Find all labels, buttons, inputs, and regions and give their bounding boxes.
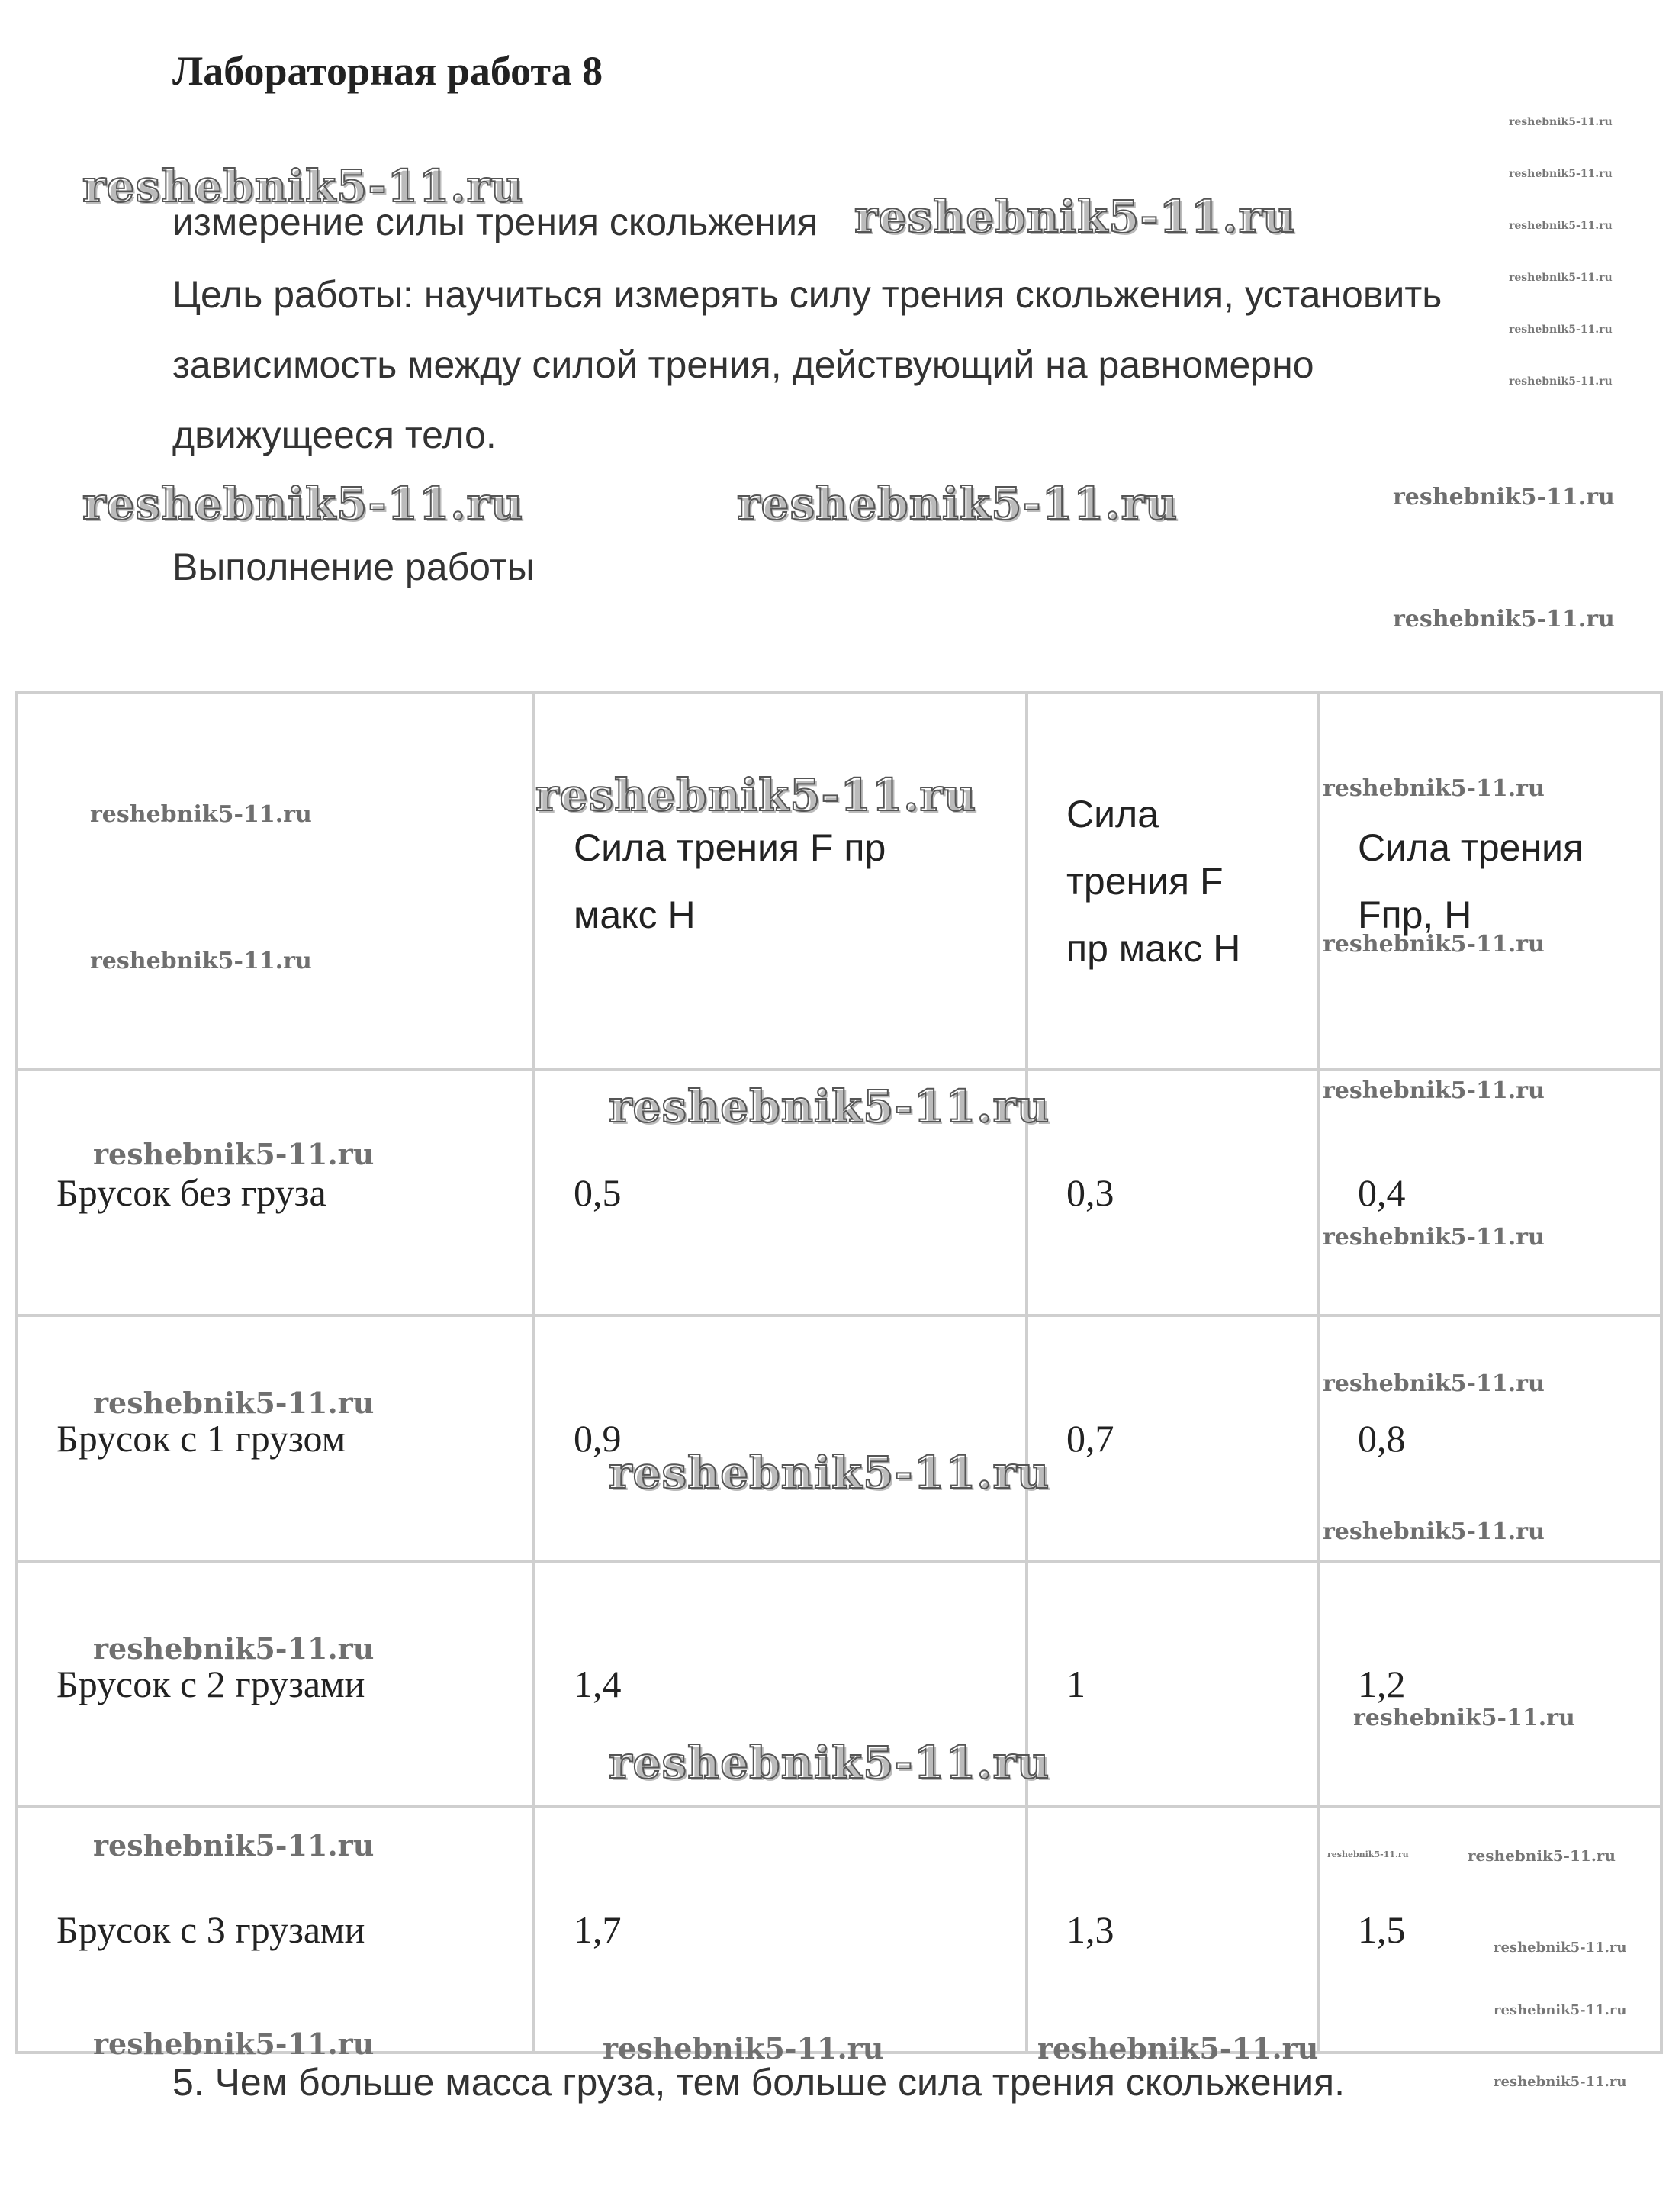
header-friction: Сила трения Fпр, Н [1358,826,1584,936]
row-label: Брусок с 2 грузами [17,1561,534,1807]
watermark: reshebnik5-11.ru [1323,775,1545,802]
row-label: Брусок без груза [17,1070,534,1315]
conclusion-text: 5. Чем больше масса груза, тем больше сила трения скольжения. [172,2061,1346,2104]
watermark: reshebnik5-11.ru [93,1828,375,1863]
row-value: 0,3 [1027,1070,1318,1315]
table-header-row [17,693,1661,1070]
watermark: reshebnik5-11.ru [609,1080,1050,1132]
row-value: 1,7 [534,1807,1027,2053]
watermark: reshebnik5-11.ru [1353,1705,1575,1731]
watermark: reshebnik5-11.ru [1323,1077,1545,1104]
watermark: reshebnik5-11.ru [535,769,977,821]
watermark: reshebnik5-11.ru [1509,375,1613,388]
row-label: Брусок с 3 грузами [17,1807,534,2053]
watermark: reshebnik5-11.ru [603,2031,884,2065]
watermark: reshebnik5-11.ru [1393,484,1615,510]
watermark: reshebnik5-11.ru [93,1631,375,1666]
watermark: reshebnik5-11.ru [82,160,524,212]
row-value: 1 [1027,1561,1318,1807]
watermark: reshebnik5-11.ru [82,478,524,530]
watermark: reshebnik5-11.ru [1494,2074,1627,2090]
row-value: 1,3 [1027,1807,1318,2053]
watermark: reshebnik5-11.ru [1037,2031,1319,2065]
work-goal: Цель работы: научиться измерять силу трения скольжения, установить зависимость между силой трения, действующий на равномерно движущееся тело. [172,273,1442,456]
watermark: reshebnik5-11.ru [1494,1940,1627,1956]
watermark: reshebnik5-11.ru [854,191,1296,243]
watermark: reshebnik5-11.ru [1468,1847,1616,1865]
row-value: 0,9 [534,1315,1027,1561]
watermark: reshebnik5-11.ru [90,948,312,974]
watermark: reshebnik5-11.ru [1393,606,1615,633]
watermark: reshebnik5-11.ru [1509,168,1613,180]
row-value: 0,8 [1318,1315,1661,1561]
page-title: Лабораторная работа 8 [172,48,603,94]
row-value: 1,2 [1318,1561,1661,1807]
watermark: reshebnik5-11.ru [1323,931,1545,958]
watermark: reshebnik5-11.ru [1323,1370,1545,1397]
watermark: reshebnik5-11.ru [90,801,312,828]
watermark: reshebnik5-11.ru [1509,116,1613,128]
watermark: reshebnik5-11.ru [1323,1224,1545,1251]
row-value: 1,5 [1318,1807,1661,2053]
header-max-friction: Сила трения F пр макс Н [574,826,886,936]
watermark: reshebnik5-11.ru [93,1386,375,1420]
watermark: reshebnik5-11.ru [1509,324,1613,336]
watermark: reshebnik5-11.ru [93,1137,375,1171]
watermark: reshebnik5-11.ru [609,1447,1050,1499]
row-value: 0,5 [534,1070,1027,1315]
watermark: reshebnik5-11.ru [1323,1518,1545,1545]
row-label: Брусок с 1 грузом [17,1315,534,1561]
row-value: 0,4 [1318,1070,1661,1315]
watermark: reshebnik5-11.ru [1494,2002,1627,2018]
row-value: 0,7 [1027,1315,1318,1561]
watermark: reshebnik5-11.ru [1509,220,1613,232]
work-topic: измерение силы трения скольжения [172,201,818,243]
row-value: 1,4 [534,1561,1027,1807]
watermark: reshebnik5-11.ru [1509,272,1613,284]
header-cell-empty [17,693,534,1070]
watermark: reshebnik5-11.ru [737,478,1179,530]
execution-heading: Выполнение работы [172,546,535,588]
watermark: reshebnik5-11.ru [93,2027,375,2061]
header-max-friction-2: Сила трения F пр макс Н [1066,793,1241,970]
watermark: reshebnik5-11.ru [609,1737,1050,1789]
watermark: reshebnik5-11.ru [1327,1850,1409,1859]
